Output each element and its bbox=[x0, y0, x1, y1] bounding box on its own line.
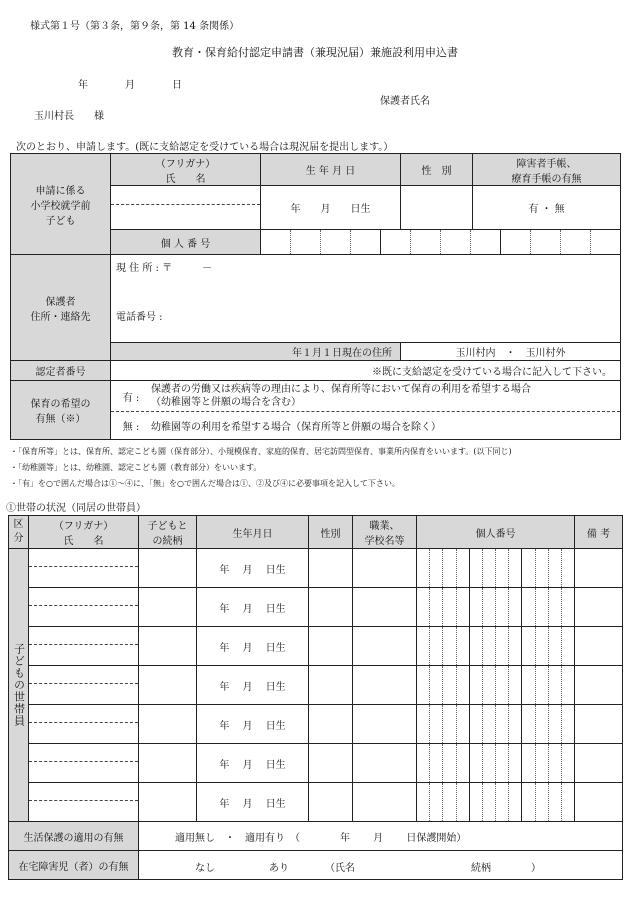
table-row[interactable] bbox=[29, 744, 139, 783]
col-job: 職業、 学校名等 bbox=[353, 516, 417, 549]
personal-number-cell[interactable] bbox=[417, 783, 575, 822]
sex-header: 性 別 bbox=[401, 154, 473, 186]
child-name-field[interactable] bbox=[111, 186, 261, 230]
page-title: 教育・保育給付認定申請書（兼現況届）兼施設利用申込書 bbox=[172, 46, 458, 59]
child-name-header: （フリガナ） 氏 名 bbox=[111, 154, 261, 186]
jan1-options[interactable]: 玉川村内 ・ 玉川村外 bbox=[401, 343, 621, 361]
birth-header: 生 年 月 日 bbox=[261, 154, 401, 186]
household-table bbox=[8, 515, 623, 880]
remarks-cell[interactable] bbox=[575, 744, 623, 783]
wish-yes-subtext: （幼稚園等と併願の場合を含む） bbox=[151, 397, 301, 408]
col-remarks: 備 考 bbox=[575, 516, 623, 549]
certified-number-field[interactable]: ※既に支給認定を受けている場合に記入して下さい。 bbox=[111, 361, 621, 381]
household-side-label: 子どもの世帯員 bbox=[9, 549, 29, 822]
birth-cell[interactable]: 年 月 日生 bbox=[197, 783, 309, 822]
relation-cell[interactable] bbox=[139, 744, 197, 783]
col-name: （フリガナ） 氏 名 bbox=[29, 516, 139, 549]
wish-no-label[interactable]: 無 : bbox=[122, 422, 140, 433]
phone-label: 電話番号 : bbox=[116, 312, 163, 323]
personal-number-cell[interactable] bbox=[417, 627, 575, 666]
relation-cell[interactable] bbox=[139, 666, 197, 705]
wish-options[interactable] bbox=[111, 381, 621, 440]
welfare-field[interactable]: 適用無し ・ 適用有り （ 年 月 日保護開始） bbox=[139, 822, 623, 851]
disabled-yes[interactable]: あり bbox=[269, 862, 289, 874]
relation-cell[interactable] bbox=[139, 627, 197, 666]
address-label: 現 住 所 : 〒 － bbox=[116, 263, 213, 274]
date-month: 月 bbox=[125, 80, 135, 91]
disability-header: 障害者手帳、 療育手帳の有無 bbox=[473, 154, 621, 186]
wish-yes-label[interactable]: 有 : bbox=[122, 392, 140, 404]
job-cell[interactable] bbox=[353, 627, 417, 666]
household-title: ①世帯の状況（同居の世帯員） bbox=[6, 503, 146, 514]
application-table bbox=[10, 153, 621, 440]
wish-label: 保育の希望の 有無（※） bbox=[11, 381, 111, 440]
birth-cell[interactable]: 年 月 日生 bbox=[197, 705, 309, 744]
sex-cell[interactable] bbox=[309, 588, 353, 627]
note-1: ・「保育所等」とは、保育所、認定こども園（保育部分）、小規模保育、家庭的保育、居宅訪問型保育、事業所内保育をいいます。(以下同じ) bbox=[10, 447, 512, 456]
birth-cell[interactable]: 年 月 日生 bbox=[197, 744, 309, 783]
sex-cell[interactable] bbox=[309, 666, 353, 705]
remarks-cell[interactable] bbox=[575, 666, 623, 705]
remarks-cell[interactable] bbox=[575, 627, 623, 666]
child-personal-number-field[interactable] bbox=[261, 230, 621, 255]
note-2: ・「幼稚園等」とは、幼稚園、認定こども園（教育部分）をいいます。 bbox=[10, 463, 262, 472]
personal-number-cell[interactable] bbox=[417, 705, 575, 744]
personal-number-cell[interactable] bbox=[417, 744, 575, 783]
col-sex: 性別 bbox=[309, 516, 353, 549]
job-cell[interactable] bbox=[353, 588, 417, 627]
sex-cell[interactable] bbox=[309, 627, 353, 666]
birth-cell[interactable]: 年 月 日生 bbox=[197, 549, 309, 588]
disabled-field[interactable] bbox=[139, 851, 623, 880]
jan1-label: 年１月１日現在の住所 bbox=[111, 343, 401, 361]
table-row[interactable] bbox=[29, 783, 139, 822]
birth-cell[interactable]: 年 月 日生 bbox=[197, 588, 309, 627]
personal-number-cell[interactable] bbox=[417, 666, 575, 705]
child-sex-field[interactable] bbox=[401, 186, 473, 230]
col-relation: 子どもと の続柄 bbox=[139, 516, 197, 549]
child-row-label: 申請に係る 小学校就学前 子ども bbox=[11, 154, 111, 255]
sex-cell[interactable] bbox=[309, 705, 353, 744]
job-cell[interactable] bbox=[353, 705, 417, 744]
table-row[interactable] bbox=[29, 588, 139, 627]
birth-cell[interactable]: 年 月 日生 bbox=[197, 666, 309, 705]
wish-yes-text: 保護者の労働又は疾病等の理由により、保育所等において保育の利用を希望する場合 bbox=[151, 384, 531, 395]
guardian-address-field[interactable] bbox=[111, 255, 621, 343]
job-cell[interactable] bbox=[353, 666, 417, 705]
relation-cell[interactable] bbox=[139, 705, 197, 744]
addressee: 玉川村長 様 bbox=[34, 111, 104, 122]
col-kubun: 区分 bbox=[9, 516, 29, 549]
child-disability-field[interactable]: 有 ・ 無 bbox=[473, 186, 621, 230]
guardian-row-label: 保護者 住所・連絡先 bbox=[11, 255, 111, 361]
personal-number-label: 個 人 番 号 bbox=[111, 230, 261, 255]
remarks-cell[interactable] bbox=[575, 705, 623, 744]
remarks-cell[interactable] bbox=[575, 588, 623, 627]
form-number: 様式第１号（第３条，第９条，第 14 条関係） bbox=[30, 21, 240, 32]
date-day: 日 bbox=[172, 80, 182, 91]
sex-cell[interactable] bbox=[309, 783, 353, 822]
birth-cell[interactable]: 年 月 日生 bbox=[197, 627, 309, 666]
note-3: ・「有」を○で囲んだ場合は①～④に、「無」を○で囲んだ場合は①、②及び④に必要事項を記入して下さい。 bbox=[10, 479, 400, 488]
guardian-name-label: 保護者氏名 bbox=[380, 96, 430, 107]
table-row[interactable] bbox=[29, 627, 139, 666]
table-row[interactable] bbox=[29, 666, 139, 705]
personal-number-cell[interactable] bbox=[417, 549, 575, 588]
job-cell[interactable] bbox=[353, 549, 417, 588]
disabled-label: 在宅障害児（者）の有無 bbox=[9, 851, 139, 880]
table-row[interactable] bbox=[29, 705, 139, 744]
personal-number-cell[interactable] bbox=[417, 588, 575, 627]
relation-cell[interactable] bbox=[139, 783, 197, 822]
relation-cell[interactable] bbox=[139, 588, 197, 627]
sex-cell[interactable] bbox=[309, 549, 353, 588]
sex-cell[interactable] bbox=[309, 744, 353, 783]
disabled-name: （氏名 bbox=[325, 862, 355, 874]
child-birth-field[interactable]: 年 月 日生 bbox=[261, 186, 401, 230]
relation-cell[interactable] bbox=[139, 549, 197, 588]
date-year: 年 bbox=[78, 80, 88, 91]
col-personal-number: 個人番号 bbox=[417, 516, 575, 549]
disabled-relation: 続柄 ） bbox=[471, 862, 541, 874]
job-cell[interactable] bbox=[353, 783, 417, 822]
job-cell[interactable] bbox=[353, 744, 417, 783]
remarks-cell[interactable] bbox=[575, 783, 623, 822]
certified-number-label: 認定者番号 bbox=[11, 361, 111, 381]
welfare-label: 生活保護の適用の有無 bbox=[9, 822, 139, 851]
disabled-none[interactable]: なし bbox=[195, 862, 215, 874]
table-row[interactable] bbox=[29, 549, 139, 588]
col-birth: 生年月日 bbox=[197, 516, 309, 549]
intro-text: 次のとおり、申請します。(既に支給認定を受けている場合は現況届を提出します。） bbox=[16, 142, 394, 153]
wish-no-text: 幼稚園等の利用を希望する場合（保育所等と併願の場合を除く） bbox=[151, 422, 441, 433]
remarks-cell[interactable] bbox=[575, 549, 623, 588]
